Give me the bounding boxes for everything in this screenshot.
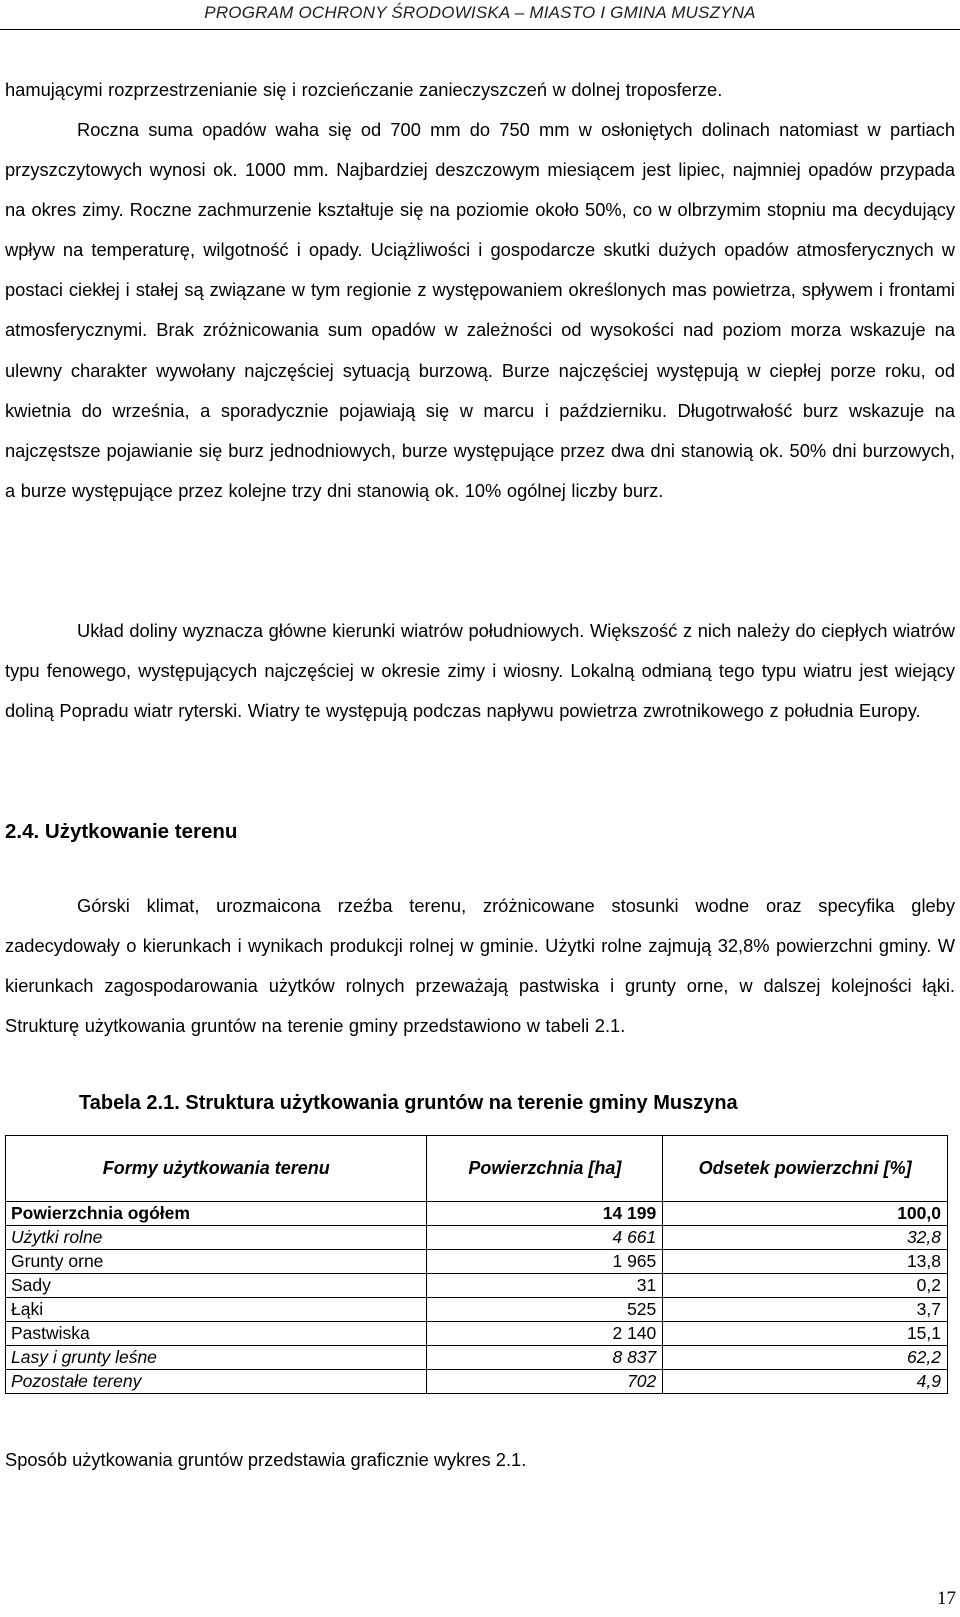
paragraph-land-use: Górski klimat, urozmaicona rzeźba terenu, zróżnicowane stosunki wodne oraz specyfika gleby zadecydowały o kierunkach i wynikach produkcji rolnej w gminie. Użytki rolne zajmują 32,8% powierzchni gminy. W kierunkach zagospodarowania użytków rolnych przeważają pastwiska i grunty orne, w dalszej kolejności łąki. Strukturę użytkowania gruntów na terenie gminy przedstawiono w tabeli 2.1. xyxy=(5,895,955,1037)
row-area: 2 140 xyxy=(427,1322,663,1346)
row-percent: 4,9 xyxy=(663,1370,948,1394)
row-percent: 62,2 xyxy=(663,1346,948,1370)
running-header: PROGRAM OCHRONY ŚRODOWISKA – MIASTO I GMINA MUSZYNA xyxy=(204,3,756,22)
row-percent: 3,7 xyxy=(663,1298,948,1322)
row-area: 8 837 xyxy=(427,1346,663,1370)
column-header-area: Powierzchnia [ha] xyxy=(427,1136,663,1202)
row-area: 4 661 xyxy=(427,1226,663,1250)
header-divider xyxy=(0,29,960,30)
section-heading: 2.4. Użytkowanie terenu xyxy=(5,820,238,843)
row-area: 702 xyxy=(427,1370,663,1394)
table-caption: Tabela 2.1. Struktura użytkowania gruntów na terenie gminy Muszyna xyxy=(79,1092,738,1114)
column-header-form: Formy użytkowania terenu xyxy=(6,1136,427,1202)
row-percent: 32,8 xyxy=(663,1226,948,1250)
row-percent: 100,0 xyxy=(663,1202,948,1226)
paragraph-precipitation: Roczna suma opadów waha się od 700 mm do 750 mm w osłoniętych dolinach natomiast w partiach przyszczytowych wynosi ok. 1000 mm. Najbardziej deszczowym miesiącem jest lipiec, najmniej opadów przypada na okres zimy. Roczne zachmurzenie kształtuje się na poziomie około 50%, co w olbrzymim stopniu ma decydujący wpływ na temperaturę, wilgotność i opady. Uciążliwości i gospodarcze skutki dużych opadów atmosferycznych w postaci ciekłej i stałej są związane w tym regionie z występowaniem określonych mas powietrza, spływem i frontami atmosferycznymi. Brak zróżnicowania sum opadów w zależności od wysokości nad poziom morza wskazuje na ulewny charakter wywołany najczęściej sytuacją burzową. Burze najczęściej występują w ciepłej porze roku, od kwietnia do września, a sporadycznie pojawiają się w marcu i październiku. Długotrwałość burz wskazuje na najczęstsze pojawianie się burz jednodniowych, burze występujące przez dwa dni stanowią ok. 50% dni burzowych, a burze występujące przez kolejne trzy dni stanowią ok. 10% ogólnej liczby burz. xyxy=(5,119,955,501)
row-area: 525 xyxy=(427,1298,663,1322)
column-header-percent: Odsetek powierzchni [%] xyxy=(663,1136,948,1202)
row-area: 14 199 xyxy=(427,1202,663,1226)
table-header-row xyxy=(6,1136,948,1202)
table-row xyxy=(6,1346,948,1370)
table-row xyxy=(6,1274,948,1298)
row-label: Pastwiska xyxy=(6,1322,427,1346)
row-label: Lasy i grunty leśne xyxy=(6,1346,427,1370)
row-label: Użytki rolne xyxy=(6,1226,427,1250)
row-label: Pozostałe tereny xyxy=(6,1370,427,1394)
table-row xyxy=(6,1322,948,1346)
paragraph-winds: Układ doliny wyznacza główne kierunki wiatrów południowych. Większość z nich należy do ciepłych wiatrów typu fenowego, występujących najczęściej w okresie zimy i wiosny. Lokalną odmianą tego typu wiatru jest wiejący doliną Popradu wiatr ryterski. Wiatry te występują podczas napływu powietrza zwrotnikowego z południa Europy. xyxy=(5,620,955,722)
row-percent: 15,1 xyxy=(663,1322,948,1346)
row-percent: 0,2 xyxy=(663,1274,948,1298)
table-row xyxy=(6,1298,948,1322)
table-row xyxy=(6,1250,948,1274)
table-row xyxy=(6,1226,948,1250)
closing-sentence: Sposób użytkowania gruntów przedstawia graficznie wykres 2.1. xyxy=(5,1449,527,1470)
row-label: Powierzchnia ogółem xyxy=(6,1202,427,1226)
row-area: 31 xyxy=(427,1274,663,1298)
row-label: Łąki xyxy=(6,1298,427,1322)
row-label: Sady xyxy=(6,1274,427,1298)
row-percent: 13,8 xyxy=(663,1250,948,1274)
paragraph-continuation: hamującymi rozprzestrzenianie się i rozcieńczanie zanieczyszczeń w dolnej troposferze. xyxy=(5,79,723,100)
row-label: Grunty orne xyxy=(6,1250,427,1274)
row-area: 1 965 xyxy=(427,1250,663,1274)
table-row xyxy=(6,1202,948,1226)
table-row xyxy=(6,1370,948,1394)
land-use-table xyxy=(5,1135,948,1394)
page-number: 17 xyxy=(937,1588,956,1609)
